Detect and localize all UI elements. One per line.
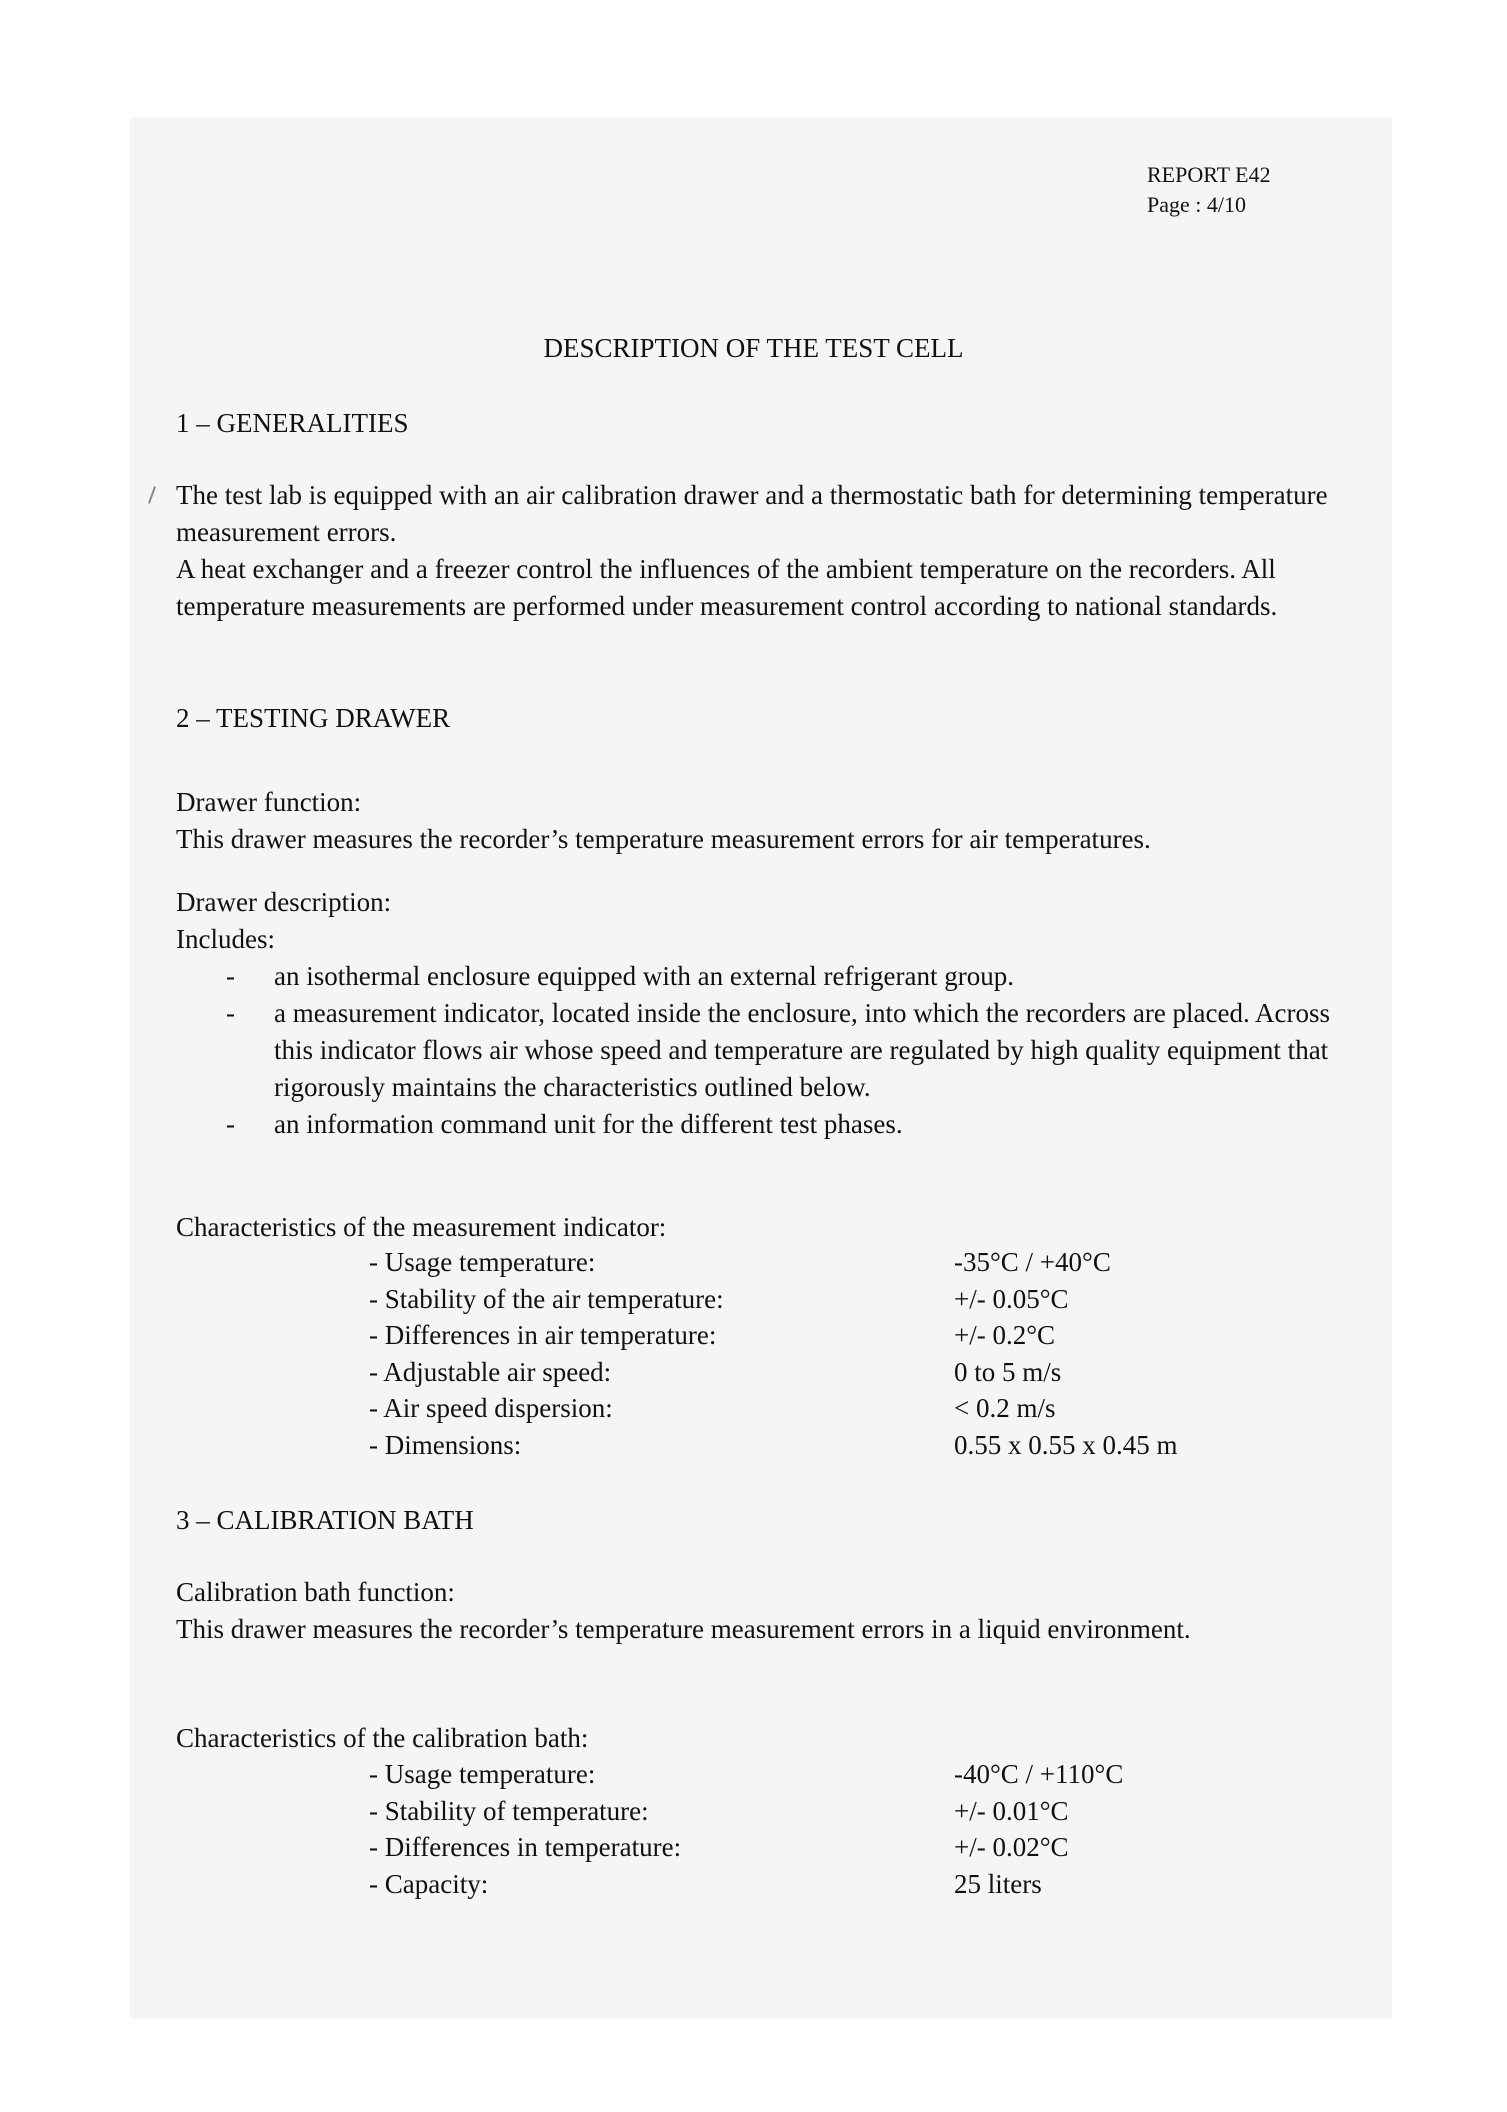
drawer-function-text: This drawer measures the recorder’s temperature measurement errors for air temperatures. <box>176 824 1151 854</box>
spec-value: +/- 0.2°C <box>954 1320 1056 1350</box>
table-row <box>369 1756 1249 1793</box>
table-row <box>369 1427 1249 1464</box>
table-row <box>369 1866 1249 1903</box>
spec-label: - Stability of temperature: <box>369 1795 649 1826</box>
drawer-function <box>176 784 1346 858</box>
table-row <box>369 1390 1249 1427</box>
spec-value: -40°C / +110°C <box>954 1759 1124 1789</box>
spec-value: 0 to 5 m/s <box>954 1356 1062 1387</box>
table-row <box>369 1829 1249 1866</box>
drawer-description <box>176 884 1346 958</box>
spec-label: - Differences in air temperature: <box>369 1320 717 1350</box>
list-item: - an information command unit for the different test phases. <box>226 1109 903 1139</box>
spec-label: - Adjustable air speed: <box>369 1356 612 1387</box>
spec-label: - Capacity: <box>369 1868 489 1899</box>
table-row <box>369 1244 1249 1281</box>
table-row <box>369 1317 1249 1354</box>
drawer-characteristics-table <box>369 1244 1249 1463</box>
list-item-text: an information command unit for the different test phases. <box>274 1109 903 1139</box>
drawer-description-label: Drawer description: <box>176 887 392 917</box>
spec-label: - Air speed dispersion: <box>369 1393 613 1423</box>
drawer-function-label: Drawer function: <box>176 787 362 817</box>
section-heading-generalities: 1 – GENERALITIES <box>176 408 409 438</box>
table-row <box>369 1281 1249 1318</box>
report-header <box>1147 160 1271 220</box>
table-row <box>369 1354 1249 1391</box>
spec-value: +/- 0.05°C <box>954 1283 1069 1314</box>
spec-label: - Usage temperature: <box>369 1759 596 1789</box>
bath-function <box>176 1574 1346 1648</box>
section-heading-calibration-bath: 3 – CALIBRATION BATH <box>176 1505 474 1535</box>
generalities-paragraph-2: A heat exchanger and a freezer control the influences of the ambient temperature on the recorders. All temperature measurements are performed under measurement control according to national standards. <box>176 554 1278 621</box>
bath-characteristics-label: Characteristics of the calibration bath: <box>176 1723 589 1753</box>
spec-value: +/- 0.02°C <box>954 1832 1069 1862</box>
spec-value: -35°C / +40°C <box>954 1247 1111 1277</box>
bath-function-label: Calibration bath function: <box>176 1577 455 1607</box>
spec-label: - Differences in temperature: <box>369 1832 682 1862</box>
generalities-text <box>176 477 1346 625</box>
spec-label: - Usage temperature: <box>369 1247 596 1277</box>
list-item: - an isothermal enclosure equipped with an external refrigerant group. <box>226 961 1014 991</box>
bath-function-text: This drawer measures the recorder’s temperature measurement errors in a liquid environment. <box>176 1614 1191 1644</box>
spec-value: < 0.2 m/s <box>954 1393 1056 1423</box>
bath-characteristics-table <box>369 1756 1249 1902</box>
spec-value: 25 liters <box>954 1868 1042 1899</box>
section-heading-testing-drawer: 2 – TESTING DRAWER <box>176 703 451 733</box>
list-item: - a measurement indicator, located inside the enclosure, into which the recorders are placed. Across this indicator flows air whose speed and temperature are regulated by high quality equipment that rigorously maintains the characteristics outlined below. <box>226 998 1331 1102</box>
generalities-paragraph-1: The test lab is equipped with an air calibration drawer and a thermostatic bath for determining temperature measurement errors. <box>176 480 1328 547</box>
drawer-includes-label: Includes: <box>176 924 275 954</box>
list-item-text: a measurement indicator, located inside the enclosure, into which the recorders are placed. Across this indicator flows air whose speed and temperature are regulated by high quality equipment that rigorously maintains the characteristics outlined below. <box>274 998 1331 1102</box>
page-number: Page : 4/10 <box>1147 192 1246 217</box>
document-title: DESCRIPTION OF THE TEST CELL <box>543 333 964 363</box>
spec-value: +/- 0.01°C <box>954 1795 1069 1826</box>
table-row <box>369 1793 1249 1830</box>
report-id: REPORT E42 <box>1147 162 1271 187</box>
list-item-text: an isothermal enclosure equipped with an external refrigerant group. <box>274 961 1014 991</box>
drawer-characteristics-label: Characteristics of the measurement indicator: <box>176 1212 667 1242</box>
spec-label: - Dimensions: <box>369 1429 522 1460</box>
drawer-includes-list <box>176 958 1346 1143</box>
spec-value: 0.55 x 0.55 x 0.45 m <box>954 1429 1178 1460</box>
spec-label: - Stability of the air temperature: <box>369 1283 724 1314</box>
